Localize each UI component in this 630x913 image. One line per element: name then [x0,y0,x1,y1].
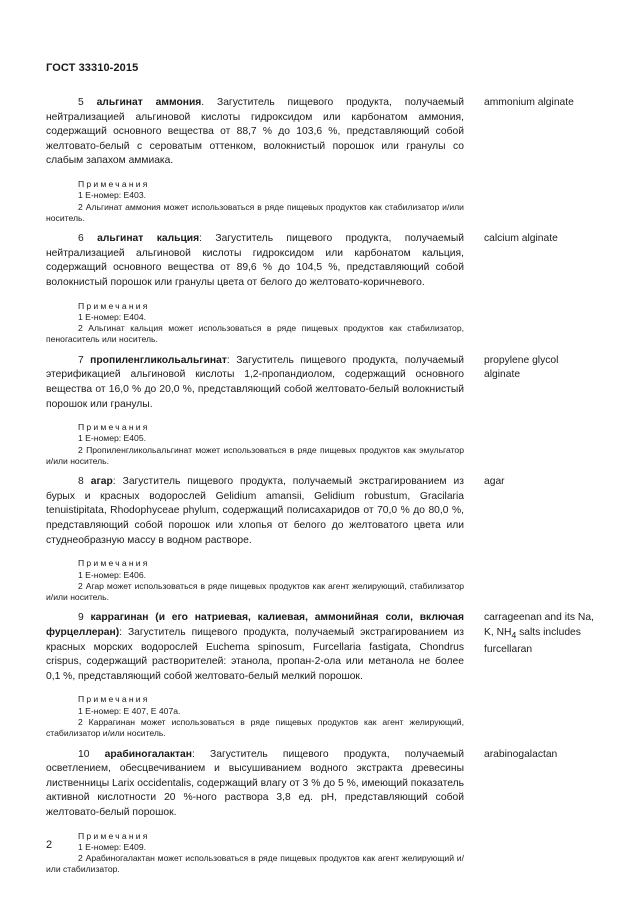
definition-text: : Загуститель пищевого продукта, получаемый экстрагированием из красных морских водорослей Euchema spinosum, Furcellaria fastigata, Chondrus crispus, содержащий растворителей: этанола, пропан-2-ола или метанола не более 0,1 %, представляющий собой желтовато-белый мелкий порошок. [46,627,464,682]
term-name: альгинат аммония [96,97,202,108]
term-definition [46,354,464,412]
term-entry [46,748,596,876]
term-definition [46,475,464,548]
english-term: calcium alginate [484,233,558,245]
english-term-start: carrageenan and its Na, K, NH [484,612,594,639]
notes-block [46,831,464,876]
term-entry [46,475,596,603]
term-entries [46,96,596,884]
term-entry [46,354,596,468]
term-entry [46,96,596,224]
term-name: каррагинан (и его натриевая, калиевая, аммонийная соли, включая фурцеллеран) [46,612,464,639]
term-definition [46,748,464,821]
notes-block [46,179,464,224]
note-usage: 2 Агар может использоваться в ряде пищевых продуктов как агент желирующий, стабилизатор и/или носитель. [46,580,464,603]
note-usage: 2 Пропиленгликольальгинат может использоваться в ряде пищевых продуктов как эмульгатор и/или носитель. [46,444,464,466]
definition-text: : Загуститель пищевого продукта, получаемый этерификацией альгиновой кислоты 1,2-пропандиолом, содержащий основного вещества от 16,0 % до 20,0 %, представляющий собой желтовато-белый волокнистый порошок или гранулы. [46,354,464,410]
notes-title: Примечания [78,422,150,433]
definition-text: . Загуститель пищевого продукта, получаемый нейтрализацией альгиновой кислоты гидроксидом или карбонатом аммония, содержащий основного вещества от 88,7 % до 103,6 %, представляющий собой желтовато-белый с сероватым оттенком, волокнистый порошок или гранулы со слабым запахом аммиака. [46,97,464,167]
term-definition [46,611,464,684]
note-usage: 2 Альгинат аммония может использоваться в ряде пищевых продуктов как стабилизатор и/или носитель. [46,201,464,223]
notes-block [46,558,464,603]
term-definition [46,96,464,169]
notes-title: Примечания [78,178,150,189]
definition-text: : Загуститель пищевого продукта, получаемый нейтрализацией альгиновой кислоты гидроксидом или карбонатом кальция, содержащий основного вещества от 89,6 % до 104,5 %, представляющий собой волокнистый порошок или гранулы цвета от белого до желтовато-коричневого. [46,233,464,288]
note-usage: 2 Каррагинан может использоваться в ряде пищевых продуктов как агент желирующий, стабилизатор и/или носитель. [46,717,464,739]
english-term-subscript: 4 [511,630,517,641]
notes-title: Примечания [78,694,150,705]
term-number: 8 [78,476,84,488]
term-name: пропиленгликольальгинат [90,354,227,366]
english-term [484,611,596,739]
term-number: 7 [78,354,84,366]
english-term: agar [484,476,505,488]
note-e-number: 1 Е-номер: Е404. [78,311,146,322]
note-usage: 2 Арабиногалактан может использоваться в ряде пищевых продуктов как агент желирующий и/или стабилизатор. [46,853,464,875]
notes-block [46,422,464,467]
term-number: 10 [78,748,90,760]
english-term: arabinogalactan [484,748,558,760]
definition-text: : Загуститель пищевого продукта, получаемый осветлением, обесцвечиванием и высушиванием водного экстракта древесины лиственницы Larix occidentalis, содержащий влагу от 3 % до 5 %, имеющий показатель активной кислотности 20 %-ного раствора 3,8 ед. pH, представляющий собой желтовато-белый порошок. [46,748,464,818]
english-term: ammonium alginate [484,97,574,108]
note-e-number: 1 Е-номер: Е 407, Е 407а. [78,705,181,716]
note-e-number: 1 Е-номер: Е405. [78,433,146,444]
page-number: 2 [46,839,53,851]
notes-title: Примечания [78,300,150,311]
term-number: 9 [78,612,84,624]
note-usage: 2 Альгинат кальция может использоваться в ряде пищевых продуктов как стабилизатор, пеногаситель или носитель. [46,323,464,345]
notes-title: Примечания [78,830,150,841]
english-term-end: salts includes furcellaran [484,627,581,655]
notes-title: Примечания [78,558,150,569]
notes-block [46,694,464,739]
standard-header: ГОСТ 33310-2015 [46,62,139,74]
term-definition [46,232,464,290]
term-entry [46,232,596,346]
notes-block [46,301,464,346]
term-name: арабиногалактан [104,748,192,760]
note-e-number: 1 Е-номер: Е403. [78,190,146,201]
term-entry [46,611,596,739]
note-e-number: 1 Е-номер: Е409. [78,841,146,852]
definition-text: : Загуститель пищевого продукта, получаемый экстрагированием из бурых и красных водорослей Gelidium amansii, Gelidium robustum, Gracilaria tenuistipitata, Rhodophyceae phylum, содержащий полисахаридов от 70,0 % до 80,0 %, представляющий собой порошок или хлопья от белого до желтоватого цвета или студнеобразную массу в водном растворе. [46,476,464,546]
term-number: 6 [78,233,84,245]
note-e-number: 1 Е-номер: Е406. [78,569,146,580]
term-number: 5 [78,97,84,108]
term-name: агар [90,476,113,488]
english-term: propylene glycol alginate [484,354,559,381]
term-name: альгинат кальция [97,233,200,245]
